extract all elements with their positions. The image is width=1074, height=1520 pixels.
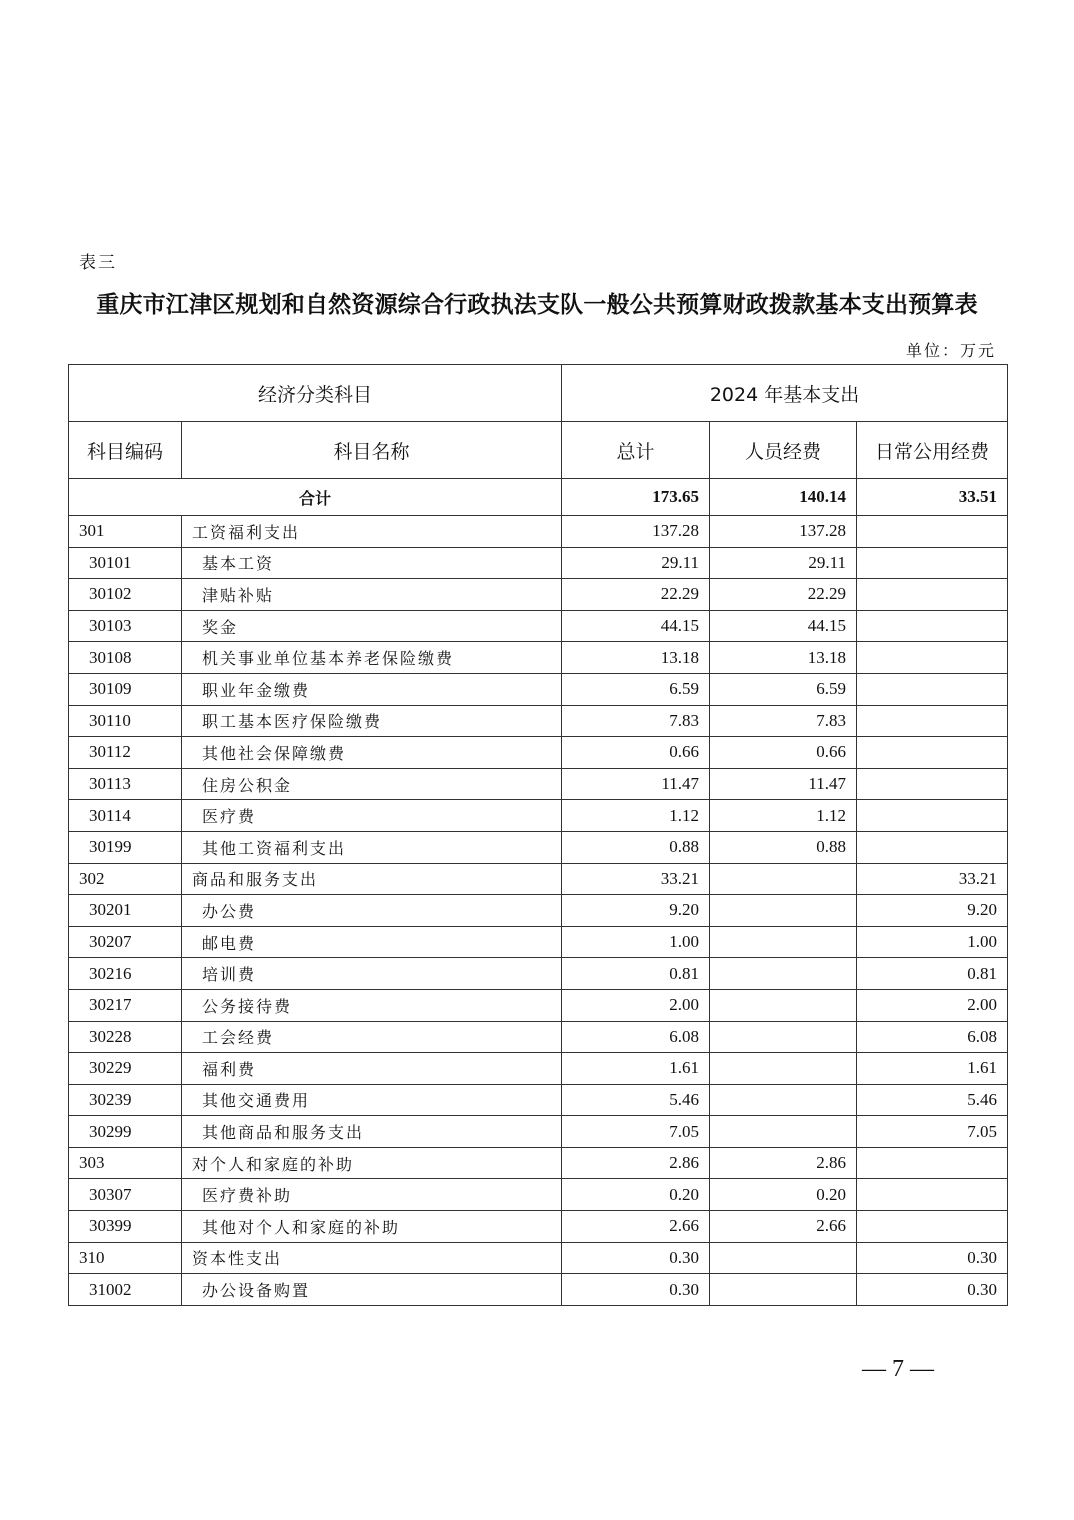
total-row	[69, 479, 1008, 516]
row-name: 基本工资	[182, 547, 562, 579]
row-name: 其他商品和服务支出	[182, 1116, 562, 1148]
row-code: 301	[69, 516, 182, 548]
table-row	[69, 705, 1008, 737]
page-title: 重庆市江津区规划和自然资源综合行政执法支队一般公共预算财政拨款基本支出预算表	[96, 291, 978, 318]
header-group-row	[69, 365, 1008, 422]
row-public	[857, 673, 1008, 705]
row-name: 邮电费	[182, 926, 562, 958]
row-name: 商品和服务支出	[182, 863, 562, 895]
row-public	[857, 516, 1008, 548]
row-code: 30112	[69, 737, 182, 769]
row-total: 6.59	[562, 673, 710, 705]
row-code: 303	[69, 1147, 182, 1179]
table-row	[69, 958, 1008, 990]
row-code: 30207	[69, 926, 182, 958]
row-code: 30108	[69, 642, 182, 674]
row-name: 津贴补贴	[182, 579, 562, 611]
row-total: 7.05	[562, 1116, 710, 1148]
header-code: 科目编码	[69, 422, 182, 479]
total-total: 173.65	[562, 479, 710, 516]
row-personnel: 0.20	[710, 1179, 857, 1211]
row-total: 13.18	[562, 642, 710, 674]
row-total: 2.00	[562, 989, 710, 1021]
row-code: 30109	[69, 673, 182, 705]
row-code: 30113	[69, 768, 182, 800]
table-row	[69, 673, 1008, 705]
row-name: 住房公积金	[182, 768, 562, 800]
row-name: 其他交通费用	[182, 1084, 562, 1116]
table-row	[69, 863, 1008, 895]
row-total: 22.29	[562, 579, 710, 611]
total-personnel: 140.14	[710, 479, 857, 516]
header-name: 科目名称	[182, 422, 562, 479]
row-code: 30101	[69, 547, 182, 579]
row-public	[857, 547, 1008, 579]
row-total: 0.81	[562, 958, 710, 990]
header-total: 总计	[562, 422, 710, 479]
row-total: 29.11	[562, 547, 710, 579]
row-code: 30239	[69, 1084, 182, 1116]
row-personnel	[710, 958, 857, 990]
table-row	[69, 1116, 1008, 1148]
row-code: 30399	[69, 1211, 182, 1243]
row-code: 30229	[69, 1053, 182, 1085]
row-code: 30307	[69, 1179, 182, 1211]
row-personnel: 2.66	[710, 1211, 857, 1243]
row-total: 137.28	[562, 516, 710, 548]
row-personnel: 11.47	[710, 768, 857, 800]
row-personnel: 6.59	[710, 673, 857, 705]
header-public: 日常公用经费	[857, 422, 1008, 479]
row-public	[857, 1179, 1008, 1211]
row-public	[857, 579, 1008, 611]
row-code: 30103	[69, 610, 182, 642]
row-name: 工会经费	[182, 1021, 562, 1053]
row-name: 工资福利支出	[182, 516, 562, 548]
row-personnel: 7.83	[710, 705, 857, 737]
row-personnel: 13.18	[710, 642, 857, 674]
row-total: 0.30	[562, 1242, 710, 1274]
row-name: 办公费	[182, 895, 562, 927]
table-row	[69, 926, 1008, 958]
row-total: 0.20	[562, 1179, 710, 1211]
row-public	[857, 705, 1008, 737]
row-total: 5.46	[562, 1084, 710, 1116]
row-name: 其他对个人和家庭的补助	[182, 1211, 562, 1243]
row-personnel	[710, 863, 857, 895]
row-name: 医疗费	[182, 800, 562, 832]
row-public	[857, 800, 1008, 832]
table-row	[69, 768, 1008, 800]
row-public: 1.61	[857, 1053, 1008, 1085]
row-personnel: 137.28	[710, 516, 857, 548]
table-row	[69, 1179, 1008, 1211]
header-basic-expenditure: 2024 年基本支出	[562, 365, 1008, 422]
row-code: 30299	[69, 1116, 182, 1148]
row-name: 其他工资福利支出	[182, 831, 562, 863]
budget-table	[68, 364, 1008, 1306]
table-row	[69, 1211, 1008, 1243]
row-total: 2.86	[562, 1147, 710, 1179]
row-name: 医疗费补助	[182, 1179, 562, 1211]
row-code: 302	[69, 863, 182, 895]
row-public: 2.00	[857, 989, 1008, 1021]
row-personnel	[710, 1116, 857, 1148]
row-personnel	[710, 1242, 857, 1274]
total-public: 33.51	[857, 479, 1008, 516]
row-total: 1.00	[562, 926, 710, 958]
table-row	[69, 800, 1008, 832]
table-row	[69, 895, 1008, 927]
row-code: 30201	[69, 895, 182, 927]
table-row	[69, 642, 1008, 674]
row-personnel	[710, 989, 857, 1021]
row-code: 30102	[69, 579, 182, 611]
row-total: 7.83	[562, 705, 710, 737]
row-name: 资本性支出	[182, 1242, 562, 1274]
table-row	[69, 547, 1008, 579]
row-code: 30199	[69, 831, 182, 863]
row-code: 310	[69, 1242, 182, 1274]
table-row	[69, 737, 1008, 769]
row-total: 2.66	[562, 1211, 710, 1243]
row-public: 5.46	[857, 1084, 1008, 1116]
row-code: 30110	[69, 705, 182, 737]
row-public: 9.20	[857, 895, 1008, 927]
table-row	[69, 1147, 1008, 1179]
row-total: 1.12	[562, 800, 710, 832]
table-row	[69, 1084, 1008, 1116]
row-name: 其他社会保障缴费	[182, 737, 562, 769]
row-total: 1.61	[562, 1053, 710, 1085]
row-total: 33.21	[562, 863, 710, 895]
row-name: 福利费	[182, 1053, 562, 1085]
row-public	[857, 642, 1008, 674]
row-total: 0.30	[562, 1274, 710, 1306]
table-row	[69, 579, 1008, 611]
row-personnel: 0.66	[710, 737, 857, 769]
table-row	[69, 989, 1008, 1021]
row-public	[857, 610, 1008, 642]
row-personnel: 22.29	[710, 579, 857, 611]
row-code: 30114	[69, 800, 182, 832]
row-code: 31002	[69, 1274, 182, 1306]
row-name: 职工基本医疗保险缴费	[182, 705, 562, 737]
row-public: 1.00	[857, 926, 1008, 958]
row-public: 0.81	[857, 958, 1008, 990]
row-public	[857, 831, 1008, 863]
row-name: 对个人和家庭的补助	[182, 1147, 562, 1179]
total-label: 合计	[69, 479, 562, 516]
row-total: 0.66	[562, 737, 710, 769]
table-row	[69, 516, 1008, 548]
row-personnel: 0.88	[710, 831, 857, 863]
row-name: 培训费	[182, 958, 562, 990]
row-total: 6.08	[562, 1021, 710, 1053]
row-personnel	[710, 895, 857, 927]
header-personnel: 人员经费	[710, 422, 857, 479]
row-personnel	[710, 1053, 857, 1085]
row-name: 奖金	[182, 610, 562, 642]
row-public	[857, 1147, 1008, 1179]
row-personnel: 44.15	[710, 610, 857, 642]
row-personnel: 29.11	[710, 547, 857, 579]
row-personnel	[710, 1021, 857, 1053]
row-personnel	[710, 1274, 857, 1306]
row-public	[857, 768, 1008, 800]
row-total: 11.47	[562, 768, 710, 800]
table-row	[69, 1274, 1008, 1306]
row-name: 机关事业单位基本养老保险缴费	[182, 642, 562, 674]
table-row	[69, 831, 1008, 863]
row-code: 30216	[69, 958, 182, 990]
row-public: 6.08	[857, 1021, 1008, 1053]
row-name: 职业年金缴费	[182, 673, 562, 705]
row-personnel: 1.12	[710, 800, 857, 832]
row-total: 9.20	[562, 895, 710, 927]
header-economic-classification: 经济分类科目	[69, 365, 562, 422]
row-public: 7.05	[857, 1116, 1008, 1148]
table-label: 表三	[79, 253, 117, 273]
row-code: 30217	[69, 989, 182, 1021]
table-row	[69, 1053, 1008, 1085]
page-number: — 7 —	[862, 1356, 934, 1382]
row-personnel	[710, 1084, 857, 1116]
row-public	[857, 737, 1008, 769]
table-row	[69, 1021, 1008, 1053]
row-public: 33.21	[857, 863, 1008, 895]
row-personnel	[710, 926, 857, 958]
header-column-row	[69, 422, 1008, 479]
row-public: 0.30	[857, 1242, 1008, 1274]
row-name: 公务接待费	[182, 989, 562, 1021]
row-total: 44.15	[562, 610, 710, 642]
unit-label: 单位：万元	[905, 341, 996, 360]
table-row	[69, 610, 1008, 642]
row-total: 0.88	[562, 831, 710, 863]
row-code: 30228	[69, 1021, 182, 1053]
row-public	[857, 1211, 1008, 1243]
row-public: 0.30	[857, 1274, 1008, 1306]
row-personnel: 2.86	[710, 1147, 857, 1179]
table-row	[69, 1242, 1008, 1274]
row-name: 办公设备购置	[182, 1274, 562, 1306]
